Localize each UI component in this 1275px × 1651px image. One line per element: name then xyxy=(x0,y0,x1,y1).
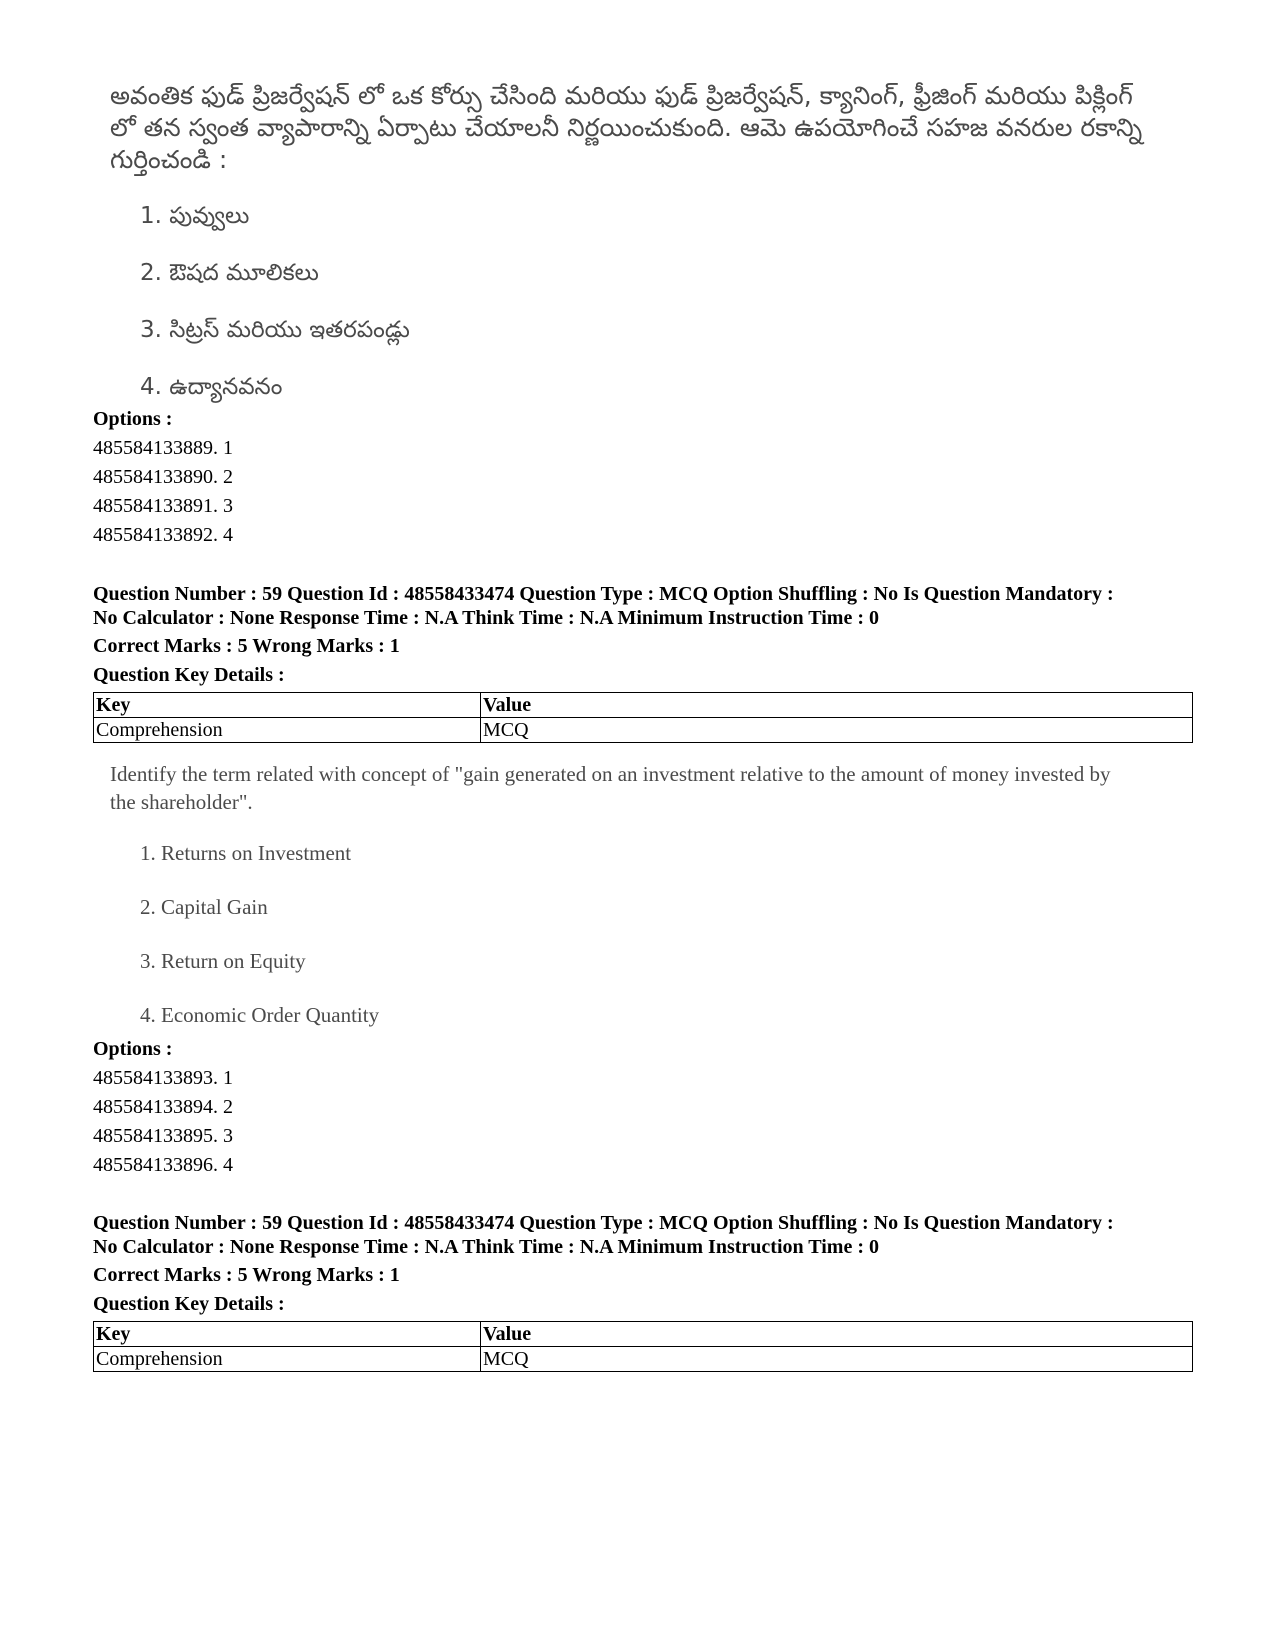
options-section xyxy=(93,1035,1193,1180)
choice-item: 2. Capital Gain xyxy=(140,895,268,919)
table-cell-key: Comprehension xyxy=(94,718,481,743)
choice-item: 4. Economic Order Quantity xyxy=(140,1003,380,1027)
choice-item: 1. పువ్వులు xyxy=(140,203,250,229)
marks-line: Correct Marks : 5 Wrong Marks : 1 xyxy=(93,635,400,657)
option-line: 485584133894. 2 xyxy=(93,1096,233,1118)
question-image-english xyxy=(110,760,1140,1042)
table-cell-value: MCQ xyxy=(481,1347,1193,1372)
table-cell-value: MCQ xyxy=(481,718,1193,743)
option-line: 485584133895. 3 xyxy=(93,1125,233,1147)
key-details-label: Question Key Details : xyxy=(93,1293,285,1315)
question-meta-line: No Calculator : None Response Time : N.A Think Time : N.A Minimum Instruction Time : 0 xyxy=(93,1236,879,1258)
marks-line: Correct Marks : 5 Wrong Marks : 1 xyxy=(93,1264,400,1286)
choice-item: 3. Return on Equity xyxy=(140,949,306,973)
key-details-table xyxy=(93,692,1193,743)
options-section xyxy=(93,405,1193,550)
question-meta-section xyxy=(93,1211,1193,1372)
question-meta-section xyxy=(93,582,1193,743)
choice-item: 2. ఔషద మూలికలు xyxy=(140,260,319,286)
choice-item: 1. Returns on Investment xyxy=(140,841,352,865)
option-line: 485584133892. 4 xyxy=(93,524,233,546)
option-line: 485584133893. 1 xyxy=(93,1067,233,1089)
option-line: 485584133896. 4 xyxy=(93,1154,233,1176)
key-details-table xyxy=(93,1321,1193,1372)
question-image-telugu xyxy=(110,80,1160,416)
key-details-label: Question Key Details : xyxy=(93,664,285,686)
question-stem: Identify the term related with concept of "gain generated on an investment relative to the amount of money invested by the shareholder". xyxy=(110,762,1111,814)
question-stem: అవంతిక ఫుడ్ ప్రిజర్వేషన్ లో ఒక కోర్సు చేసింది మరియు ఫుడ్ ప్రిజర్వేషన్, క్యానింగ్, ఫ్రీజింగ్ మరియు పిక్లింగ్ లో తన స్వంత వ్యాపారాన్ని ఏర్పాటు చేయాలనీ నిర్ణయించుకుంది. ఆమె ఉపయోగించే సహజ వనరుల రకాన్ని గుర్తించండి : xyxy=(110,81,1143,174)
choice-item: 3. సిట్రస్ మరియు ఇతరపండ్లు xyxy=(140,317,410,343)
option-line: 485584133891. 3 xyxy=(93,495,233,517)
options-label: Options : xyxy=(93,408,173,430)
question-meta-line: No Calculator : None Response Time : N.A Think Time : N.A Minimum Instruction Time : 0 xyxy=(93,607,879,629)
question-meta-line: Question Number : 59 Question Id : 48558433474 Question Type : MCQ Option Shuffling : No Is Question Mandatory : xyxy=(93,583,1114,605)
table-header-value: Value xyxy=(481,693,1193,718)
option-line: 485584133890. 2 xyxy=(93,466,233,488)
options-label: Options : xyxy=(93,1038,173,1060)
table-header-key: Key xyxy=(94,1322,481,1347)
choice-item: 4. ఉద్యానవనం xyxy=(140,374,283,400)
option-line: 485584133889. 1 xyxy=(93,437,233,459)
question-meta-line: Question Number : 59 Question Id : 48558433474 Question Type : MCQ Option Shuffling : No Is Question Mandatory : xyxy=(93,1212,1114,1234)
choice-list xyxy=(110,188,1160,416)
table-header-key: Key xyxy=(94,693,481,718)
choice-list xyxy=(110,826,1140,1042)
table-cell-key: Comprehension xyxy=(94,1347,481,1372)
table-header-value: Value xyxy=(481,1322,1193,1347)
